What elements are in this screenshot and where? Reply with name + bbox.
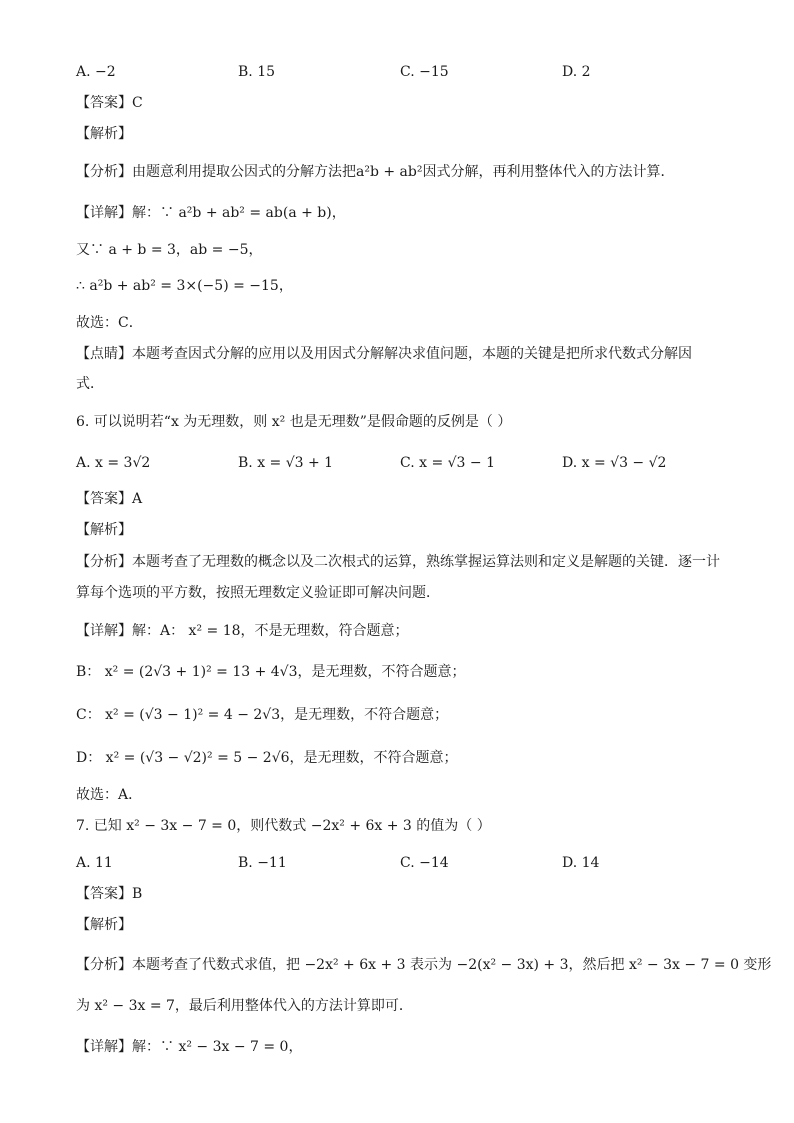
q6-option-c-check: C： x² = (√3 − 1)² = 4 − 2√3，是无理数，不符合题意；	[76, 707, 449, 723]
q5-option-a: A. −2	[76, 64, 116, 80]
q5-option-b: B. 15	[238, 64, 276, 80]
q5-dianjing-1: 【点睛】本题考查因式分解的应用以及用因式分解解决求值问题，本题的关键是把所求代数式分解因	[76, 346, 692, 362]
q6-option-b-check: B： x² = (2√3 + 1)² = 13 + 4√3，是无理数，不符合题意；	[76, 664, 466, 680]
q6-option-d: D. x = √3 − √2	[562, 455, 667, 471]
q7-option-c: C. −14	[400, 855, 449, 871]
q6-jiexi: 【解析】	[76, 522, 132, 538]
q5-option-c: C. −15	[400, 64, 449, 80]
q7-option-d: D. 14	[562, 855, 600, 871]
q7-jiexi: 【解析】	[76, 917, 132, 933]
q5-suoyi: ∴ a²b + ab² = 3×(−5) = −15，	[76, 278, 293, 294]
q6-answer: 【答案】A	[76, 491, 143, 507]
q5-gu: 故选：C．	[76, 315, 143, 331]
q7-answer: 【答案】B	[76, 886, 143, 902]
q5-you: 又∵ a + b = 3，ab = −5，	[76, 242, 263, 258]
q7-option-a: A. 11	[76, 855, 113, 871]
q6-option-a: A. x = 3√2	[76, 455, 151, 471]
q6-xiangjie: 【详解】解：A： x² = 18，不是无理数，符合题意；	[76, 623, 409, 639]
q5-jiexi: 【解析】	[76, 126, 132, 142]
q7-fenxi-1: 【分析】本题考查了代数式求值，把 −2x² + 6x + 3 表示为 −2(x² − 3x) + 3，然后把 x² − 3x − 7 = 0 变形	[76, 957, 772, 973]
q7-fenxi-2: 为 x² − 3x = 7，最后利用整体代入的方法计算即可．	[76, 998, 413, 1014]
q6-option-b: B. x = √3 + 1	[238, 455, 334, 471]
q5-answer: 【答案】C	[76, 95, 143, 111]
q7-question: 7. 已知 x² − 3x − 7 = 0，则代数式 −2x² + 6x + 3 的值为（ ）	[76, 818, 491, 834]
q6-option-c: C. x = √3 − 1	[400, 455, 496, 471]
q6-question: 6. 可以说明若“x 为无理数，则 x² 也是无理数”是假命题的反例是（ ）	[76, 414, 512, 430]
q6-gu: 故选：A．	[76, 787, 143, 803]
q7-option-b: B. −11	[238, 855, 287, 871]
q6-fenxi-2: 算每个选项的平方数，按照无理数定义验证即可解决问题．	[76, 585, 440, 601]
q5-fenxi: 【分析】由题意利用提取公因式的分解方法把a²b + ab²因式分解，再利用整体代入的方法计算．	[76, 164, 675, 180]
q7-xiangjie: 【详解】解：∵ x² − 3x − 7 = 0，	[76, 1039, 303, 1055]
q6-fenxi-1: 【分析】本题考查了无理数的概念以及二次根式的运算，熟练掌握运算法则和定义是解题的关键．逐一计	[76, 554, 720, 570]
q6-option-d-check: D： x² = (√3 − √2)² = 5 − 2√6，是无理数，不符合题意；	[76, 750, 458, 766]
q5-dianjing-2: 式．	[76, 376, 104, 392]
q5-xiangjie: 【详解】解：∵ a²b + ab² = ab(a + b)，	[76, 205, 346, 221]
q5-option-d: D. 2	[562, 64, 591, 80]
